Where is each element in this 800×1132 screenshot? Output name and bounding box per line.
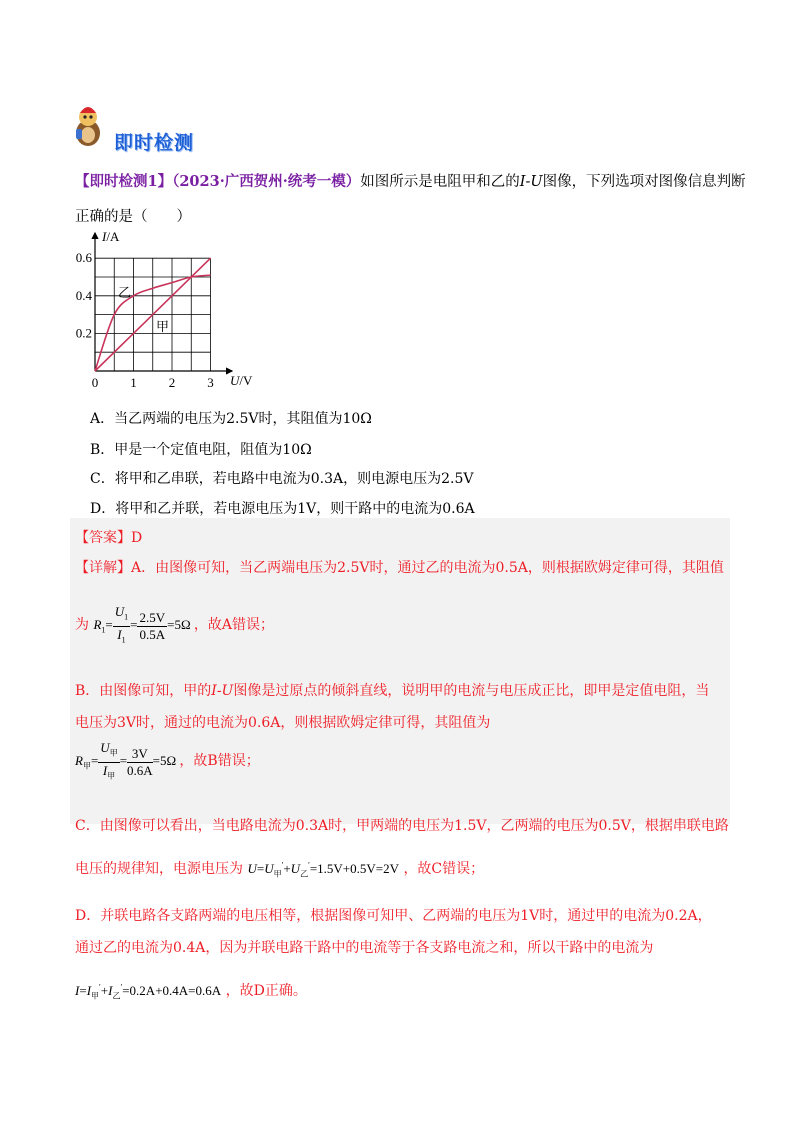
formula-r-jia: $R_甲=$ $\frac{U_甲}{I_甲}$ = $\frac{3V}{0.6A}$ =5Ω xyxy=(75,740,177,781)
b-numerator: 3V xyxy=(127,746,153,763)
option-d: D．将甲和乙并联，若电源电压为1V，则干路中的电流为0.6A xyxy=(90,501,475,517)
question-line-2: 正确的是（ ） xyxy=(75,209,191,225)
y-axis-label: I/A xyxy=(102,229,120,244)
answer-tag: 【答案】 xyxy=(75,530,131,546)
formula-d: $I=I_甲'+I_乙'=0.2A+0.4A=0.6A$ xyxy=(75,982,222,1001)
label-jia: 甲 xyxy=(156,320,170,335)
label-yi: 乙 xyxy=(118,286,132,301)
question-source: （2023·广西贺州·统考一模） xyxy=(172,173,361,190)
a-numerator: 2.5V xyxy=(139,609,166,625)
solution-b-line1 xyxy=(75,680,709,700)
formula-c: $U=U_甲'+U_乙'=1.5V+0.5V=2V$ xyxy=(247,860,399,879)
solution-a-text: A．由图像可知，当乙两端电压为2.5V时，通过乙的电流为0.5A，则根据欧姆定律可得，其阻值 xyxy=(131,560,724,576)
solution-b-iu: I-U xyxy=(211,683,234,699)
solution-d-eq xyxy=(75,980,307,1002)
x-tick-label: 1 xyxy=(130,375,137,390)
solution-b-text-a: B．由图像可知，甲的 xyxy=(75,683,212,699)
solution-d-line1: D．并联电路各支路两端的电压相等，根据图像可知甲、乙两端的电压为1V时，通过甲的电流为0.2A， xyxy=(75,908,712,924)
y-tick-label: 0.2 xyxy=(75,325,92,341)
solution-c-line2 xyxy=(75,858,484,880)
answer-line xyxy=(75,527,142,547)
x-tick-label: 3 xyxy=(207,375,214,390)
y-tick-label: 0.4 xyxy=(75,287,92,303)
d-eq-value: =0.2A+0.4A=0.6A xyxy=(122,983,222,998)
mascot-icon xyxy=(70,103,106,149)
solution-a-suffix: ，故A错误； xyxy=(193,617,274,634)
question-line-1 xyxy=(75,170,746,191)
question-text-a: 如图所示是电阻甲和乙的 xyxy=(360,174,520,190)
a-denominator: 0.5A xyxy=(139,626,166,642)
solution-c-line1: C．由图像可以看出，当电路电流为0.3A时，甲两端的电压为1.5V，乙两端的电压为0.5V，根据串联电路 xyxy=(75,818,729,834)
question-tag: 【即时检测1】 xyxy=(75,173,173,190)
answer-value: D xyxy=(131,530,143,546)
solution-d-line2: 通过乙的电流为0.4A，因为并联电路干路中的电流等于各支路电流之和，所以干路中的电流为 xyxy=(75,940,654,956)
formula-r-yi: $R_1=$ $\frac{U_1}{I_1}$ = $\frac{2.5V}{0.5A}$ =5Ω xyxy=(93,604,191,645)
option-b: B．甲是一个定值电阻，阻值为10Ω xyxy=(90,442,312,458)
a-result: =5Ω xyxy=(167,617,191,633)
x-tick-label: 2 xyxy=(168,375,176,390)
solution-a-line1 xyxy=(75,557,724,577)
y-tick-label: 0.6 xyxy=(75,250,92,266)
b-result: =5Ω xyxy=(152,753,177,769)
solution-c-suffix: ，故C错误； xyxy=(403,861,485,877)
section-title: 即时检测 xyxy=(114,132,195,154)
option-a: A．当乙两端的电压为2.5V时，其阻值为10Ω xyxy=(90,411,372,427)
c-eq-value: =1.5V+0.5V=2V xyxy=(309,861,399,876)
question-text-b: 图像，下列选项对图像信息判断 xyxy=(542,174,746,190)
solution-tag: 【详解】 xyxy=(75,560,131,576)
option-c: C．将甲和乙串联，若电路中电流为0.3A，则电源电压为2.5V xyxy=(90,471,474,487)
b-denominator: 0.6A xyxy=(127,762,153,778)
question-iu: I-U xyxy=(519,174,543,190)
solution-d-suffix: ，故D正确。 xyxy=(225,983,307,999)
solution-a-prefix: 为 xyxy=(75,617,89,634)
solution-b-text-b: 图像是过原点的倾斜直线，说明甲的电流与电压成正比，即甲是定值电阻，当 xyxy=(233,683,710,699)
solution-b-suffix: ，故B错误； xyxy=(179,753,260,770)
x-tick-label: 0 xyxy=(91,375,99,390)
solution-a-eq xyxy=(75,604,274,648)
solution-b-eq xyxy=(75,740,260,784)
solution-b-line2: 电压为3V时，通过的电流为0.6A，则根据欧姆定律可得，其阻值为 xyxy=(75,715,491,731)
solution-c-text: 电压的规律知，电源电压为 xyxy=(75,861,243,877)
x-axis-label: U/V xyxy=(230,373,253,388)
iu-graph xyxy=(72,225,272,395)
